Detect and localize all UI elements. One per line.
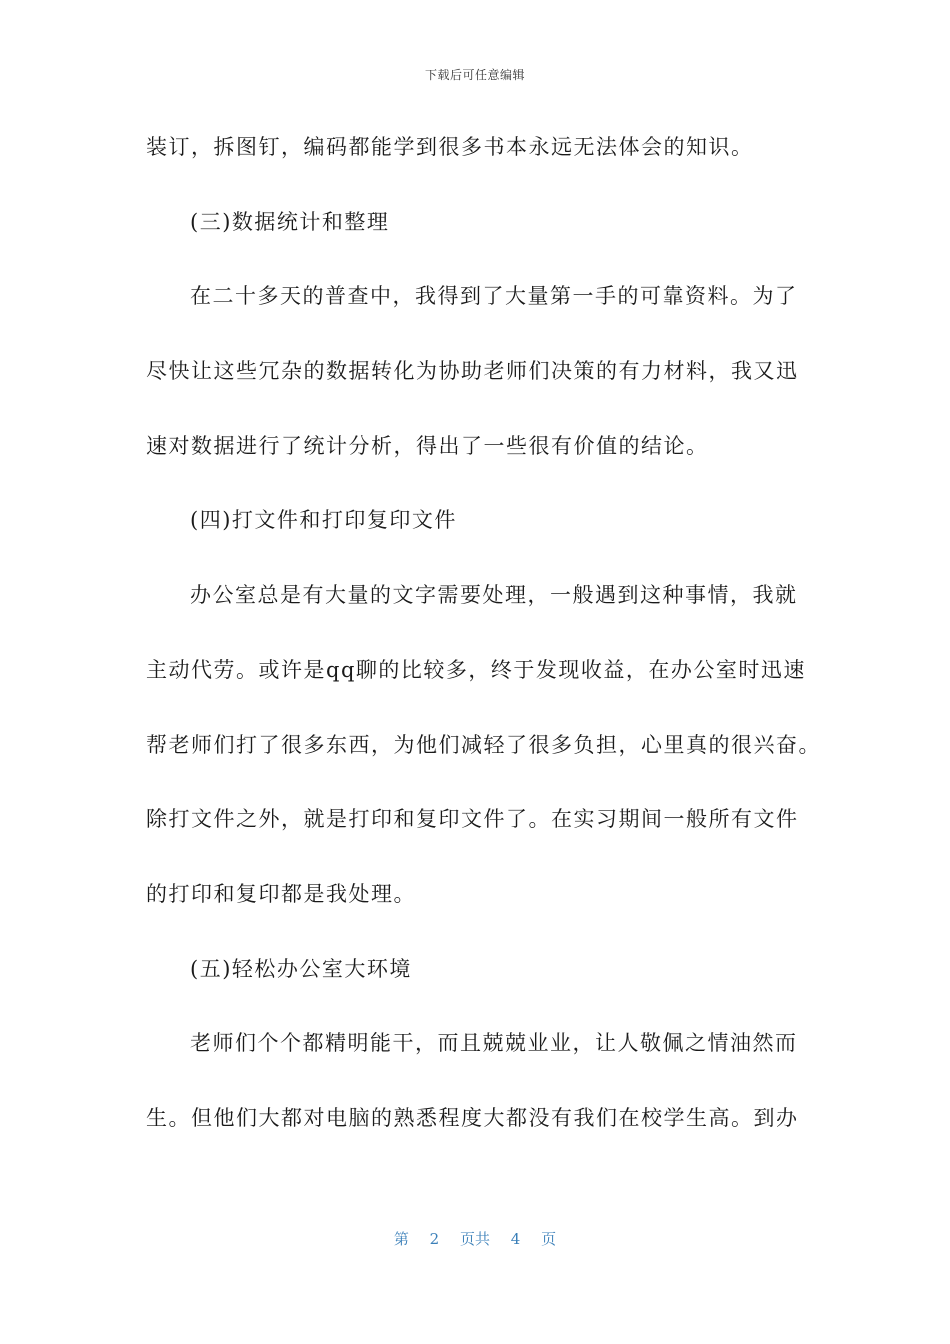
page-total-number: 4 bbox=[510, 1230, 521, 1248]
page-current-number: 2 bbox=[429, 1230, 440, 1248]
document-body bbox=[146, 128, 821, 1174]
body-line: 装订，拆图钉，编码都能学到很多书本永远无法体会的知识。 bbox=[146, 135, 754, 159]
body-line: 老师们个个都精明能干，而且兢兢业业，让人敬佩之情油然而 bbox=[190, 1031, 798, 1056]
section-heading-3: (三)数据统计和整理 bbox=[190, 209, 390, 234]
body-line: 主动代劳。或许是qq聊的比较多，终于发现收益，在办公室时迅速 bbox=[146, 657, 806, 682]
page-label-mid: 页共 bbox=[459, 1230, 490, 1248]
section-heading-5: (五)轻松办公室大环境 bbox=[190, 956, 412, 981]
body-line: 速对数据进行了统计分析，得出了一些很有价值的结论。 bbox=[146, 433, 709, 458]
body-line: 生。但他们大都对电脑的熟悉程度大都没有我们在校学生高。到办 bbox=[146, 1105, 799, 1130]
body-line: 在二十多天的普查中，我得到了大量第一手的可靠资料。为了 bbox=[190, 284, 798, 309]
body-line: 尽快让这些冗杂的数据转化为协助老师们决策的有力材料，我又迅 bbox=[146, 359, 799, 384]
header-note: 下载后可任意编辑 bbox=[424, 68, 525, 82]
body-line: 帮老师们打了很多东西，为他们减轻了很多负担，心里真的很兴奋。 bbox=[146, 732, 821, 757]
section-heading-4: (四)打文件和打印复印文件 bbox=[190, 508, 457, 533]
body-line: 除打文件之外，就是打印和复印文件了。在实习期间一般所有文件 bbox=[146, 807, 799, 832]
body-line: 的打印和复印都是我处理。 bbox=[146, 881, 416, 906]
body-line: 办公室总是有大量的文字需要处理，一般遇到这种事情，我就 bbox=[190, 583, 798, 608]
page-footer bbox=[0, 1228, 950, 1249]
page-label-suffix: 页 bbox=[541, 1230, 557, 1248]
page-label-prefix: 第 bbox=[393, 1230, 409, 1248]
